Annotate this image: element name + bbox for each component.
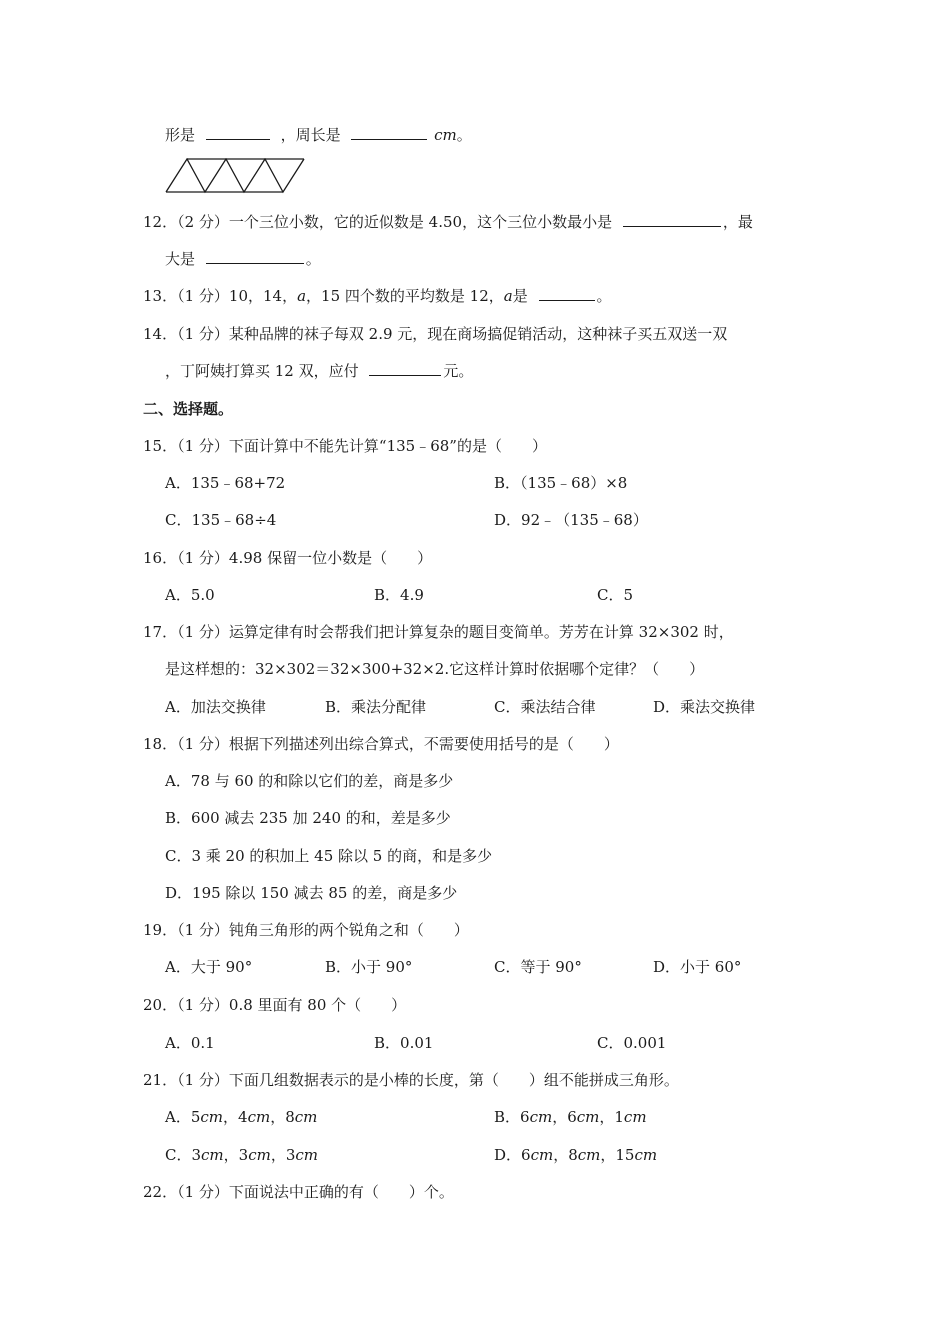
q11-text-1: 形是 — [165, 126, 196, 144]
option-unit: cm — [200, 1108, 224, 1126]
section-title-choice: 二、选择题。 — [143, 400, 234, 418]
q21-text: 下面几组数据表示的是小棒的长度，第（ ）组不能拼成三角形。 — [228, 1071, 679, 1089]
q12-tail: ，最 — [722, 213, 753, 231]
option-value: ，8 — [270, 1108, 295, 1126]
q21-number: 21． — [143, 1071, 178, 1089]
option-value: 3 — [191, 1146, 202, 1164]
q19-number: 19． — [143, 921, 178, 939]
option-value: ，3 — [270, 1146, 296, 1164]
q12-answer-blank-max[interactable] — [206, 249, 304, 264]
q20-option-c[interactable]: C．0.001 — [597, 1034, 667, 1052]
q22-score: （1 分） — [177, 1183, 229, 1201]
q12-line2 — [165, 249, 321, 269]
q11-text-2: ，周长是 — [280, 126, 341, 144]
q21-option-b[interactable] — [494, 1107, 647, 1127]
q15-option-b[interactable]: B．（135﹣68）×8 — [494, 474, 628, 492]
q21-option-d[interactable] — [494, 1145, 657, 1165]
q18-number: 18． — [143, 735, 178, 753]
q17-score: （1 分） — [177, 623, 229, 641]
q19-option-b[interactable]: B．小于 90° — [325, 958, 413, 976]
q22-text: 下面说法中正确的有（ ）个。 — [228, 1183, 454, 1201]
option-unit: cm — [248, 1146, 271, 1164]
option-label: D． — [494, 1146, 522, 1164]
option-label: C． — [165, 1146, 192, 1164]
q18-option-c[interactable]: C．3 乘 20 的积加上 45 除以 5 的商，和是多少 — [165, 847, 493, 865]
option-unit: cm — [623, 1108, 647, 1126]
q14-number: 14． — [143, 325, 178, 343]
q13-text-3: 是 — [512, 287, 528, 305]
q19-stem — [143, 920, 469, 940]
q12-score: （2 分） — [177, 213, 229, 231]
q13-line — [143, 286, 612, 306]
option-unit: cm — [577, 1146, 601, 1164]
q14-line1 — [143, 324, 727, 344]
q17-number: 17． — [143, 623, 178, 641]
q11-end: 。 — [456, 126, 472, 144]
q14-answer-blank[interactable] — [369, 361, 441, 376]
q15-option-a[interactable]: A．135﹣68+72 — [165, 474, 286, 492]
q13-var-a: a — [297, 287, 307, 305]
q20-score: （1 分） — [177, 996, 229, 1014]
q17-option-b[interactable]: B．乘法分配律 — [325, 698, 427, 716]
option-value: 5 — [190, 1108, 201, 1126]
q12-number: 12． — [143, 213, 178, 231]
q17-option-a[interactable]: A．加法交换律 — [165, 698, 266, 716]
q20-option-b[interactable]: B．0.01 — [374, 1034, 434, 1052]
option-value: ，4 — [223, 1108, 248, 1126]
option-unit: cm — [529, 1108, 553, 1126]
q14-text-2: ，丁阿姨打算买 12 双，应付 — [165, 362, 359, 380]
q13-var-a-2: a — [503, 287, 513, 305]
q16-text: 4.98 保留一位小数是（ ） — [228, 549, 433, 567]
q22-stem — [143, 1182, 454, 1202]
q20-option-a[interactable]: A．0.1 — [165, 1034, 215, 1052]
q21-stem — [143, 1070, 679, 1090]
option-value: ，8 — [553, 1146, 578, 1164]
option-unit: cm — [530, 1146, 554, 1164]
q19-option-c[interactable]: C．等于 90° — [494, 958, 582, 976]
q16-score: （1 分） — [177, 549, 229, 567]
q14-line2 — [165, 361, 473, 381]
q16-option-a[interactable]: A．5.0 — [165, 586, 215, 604]
q15-option-d[interactable]: D．92﹣（135﹣68） — [494, 511, 648, 529]
q20-stem — [143, 995, 406, 1015]
q19-text: 钝角三角形的两个锐角之和（ ） — [228, 921, 469, 939]
option-unit: cm — [576, 1108, 600, 1126]
q19-option-a[interactable]: A．大于 90° — [165, 958, 253, 976]
option-unit: cm — [247, 1108, 271, 1126]
q18-text: 根据下列描述列出综合算式，不需要使用括号的是（ ） — [228, 735, 619, 753]
q18-option-b[interactable]: B．600 减去 235 加 240 的和，差是多少 — [165, 809, 451, 827]
q17-option-d[interactable]: D．乘法交换律 — [653, 698, 756, 716]
q15-number: 15． — [143, 437, 178, 455]
q13-text-2: ，15 四个数的平均数是 12， — [306, 287, 504, 305]
q11-unit: cm — [434, 126, 457, 144]
q12-text: 一个三位小数，它的近似数是 4.50，这个三位小数最小是 — [228, 213, 613, 231]
option-value: ，3 — [223, 1146, 249, 1164]
option-value: ，15 — [600, 1146, 635, 1164]
option-unit: cm — [201, 1146, 224, 1164]
q18-score: （1 分） — [177, 735, 229, 753]
q17-text: 运算定律有时会帮我们把计算复杂的题目变简单。芳芳在计算 32×302 时， — [228, 623, 734, 641]
q11-line — [165, 125, 472, 145]
q12-line1 — [143, 212, 753, 232]
q11-answer-blank-shape[interactable] — [206, 125, 270, 140]
q18-stem — [143, 734, 619, 754]
q21-option-a[interactable] — [165, 1107, 317, 1127]
option-value: ，6 — [552, 1108, 577, 1126]
q15-option-c[interactable]: C．135﹣68÷4 — [165, 511, 277, 529]
q12-text-2: 大是 — [165, 250, 196, 268]
q13-answer-blank[interactable] — [539, 286, 595, 301]
q20-number: 20． — [143, 996, 178, 1014]
q15-stem — [143, 436, 547, 456]
q18-option-d[interactable]: D．195 除以 150 减去 85 的差，商是多少 — [165, 884, 458, 902]
q16-number: 16． — [143, 549, 178, 567]
q22-number: 22． — [143, 1183, 178, 1201]
q13-text-1: 10，14， — [228, 287, 298, 305]
q12-end: 。 — [305, 250, 321, 268]
q14-text: 某种品牌的袜子每双 2.9 元，现在商场搞促销活动，这种袜子买五双送一双 — [228, 325, 728, 343]
option-unit: cm — [295, 1146, 318, 1164]
q16-stem — [143, 548, 432, 568]
q17-line1 — [143, 622, 734, 642]
q21-score: （1 分） — [177, 1071, 229, 1089]
q16-option-b[interactable]: B．4.9 — [374, 586, 424, 604]
q13-end: 。 — [596, 287, 612, 305]
q13-score: （1 分） — [177, 287, 229, 305]
q15-score: （1 分） — [177, 437, 229, 455]
q12-answer-blank-min[interactable] — [623, 212, 721, 227]
option-value: ，1 — [599, 1108, 624, 1126]
option-label: B． — [494, 1108, 521, 1126]
q20-text: 0.8 里面有 80 个（ ） — [228, 996, 407, 1014]
q17-option-c[interactable]: C．乘法结合律 — [494, 698, 596, 716]
q16-option-c[interactable]: C．5 — [597, 586, 634, 604]
triangle-strip-figure — [164, 158, 306, 194]
q14-score: （1 分） — [177, 325, 229, 343]
q17-line2: 是这样想的：32×302＝32×300+32×2.它这样计算时依据哪个定律？（ ） — [165, 660, 705, 678]
q14-end: 元。 — [443, 362, 474, 380]
q11-answer-blank-perimeter[interactable] — [351, 125, 427, 140]
q13-number: 13． — [143, 287, 178, 305]
figure-zigzag — [166, 159, 304, 192]
option-value: 6 — [520, 1108, 530, 1126]
q21-option-c[interactable] — [165, 1145, 318, 1165]
q19-score: （1 分） — [177, 921, 229, 939]
option-unit: cm — [294, 1108, 318, 1126]
q19-option-d[interactable]: D．小于 60° — [653, 958, 742, 976]
q18-option-a[interactable]: A．78 与 60 的和除以它们的差，商是多少 — [165, 772, 454, 790]
option-unit: cm — [634, 1146, 658, 1164]
q15-text: 下面计算中不能先计算“135﹣68”的是（ ） — [228, 437, 547, 455]
option-value: 6 — [521, 1146, 531, 1164]
option-label: A． — [165, 1108, 191, 1126]
